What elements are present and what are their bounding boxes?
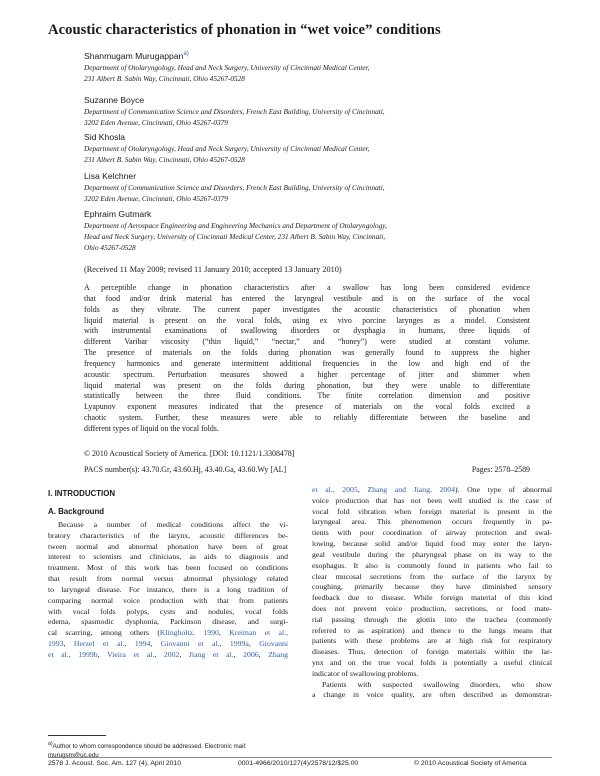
body-text-line: indicator of swallowing problems. — [312, 668, 419, 678]
affiliation-line: Department of Communication Science and Disorders, French East Building, University of Cincinnati, — [84, 183, 385, 192]
footer-copyright: © 2010 Acoustical Society of America — [414, 760, 527, 767]
citation-link[interactable]: Giovanni et al. — [160, 638, 220, 648]
body-text-line: clear mucosal secretions from the surface of the larynx by — [312, 571, 552, 581]
author-name: Shanmugam Murugappan — [84, 51, 184, 61]
affiliation-line: Department of Aerospace Engineering and Engineering Mechanics and Department of Otolaryngology, — [84, 221, 387, 230]
citation-link[interactable]: Kreiman et al., — [229, 628, 288, 638]
right-column — [312, 485, 552, 701]
affiliation-5 — [84, 221, 484, 253]
citation-link[interactable]: Zhang — [268, 649, 288, 659]
affiliation-1 — [84, 63, 484, 85]
body-text-line: 1993, Herzel et al., 1994, Giovanni et al., 1999a, Giovanni — [48, 638, 288, 648]
body-text-line: that result from normal versus abnormal physiology related — [48, 574, 288, 584]
affiliation-line: Head and Neck Surgery, University of Cincinnati Medical Center, 231 Albert B. Sabin Way, Cincinnati, — [84, 231, 386, 241]
body-text-line: et al., 1999b, Vieira et al., 2002, Jiang et al., 2006, Zhang — [48, 649, 288, 659]
body-text-line: Patients with suspected swallowing disorders, who show — [322, 679, 552, 689]
footnote-text: Author to whom correspondence should be addressed. Electronic mail: — [52, 743, 247, 751]
body-text-line: coughing, primarily because they have diminished sensory — [312, 582, 552, 592]
body-text-line: feedback due to disease. While foreign material of this kind — [312, 593, 552, 603]
abstract-line: acoustic spectrum. Perturbation measures showed a higher percentage of jitter and shimmer when — [84, 369, 530, 379]
copyright-doi: © 2010 Acoustical Society of America. [DOI: 10.1121/1.3308478] — [84, 449, 295, 458]
abstract — [84, 283, 530, 435]
body-text-line: comparing normal voice production with that from patients — [48, 595, 288, 605]
affiliation-line: 231 Albert B. Sabin Way, Cincinnati, Ohio 45267-0528 — [84, 154, 245, 164]
citation-link[interactable]: et al., 2005 — [312, 485, 358, 494]
author-2: Suzanne Boyce — [84, 95, 145, 105]
affiliation-4 — [84, 183, 484, 205]
pacs-numbers: PACS number(s): 43.70.Gr, 43.60.Hj, 43.40.Ga, 43.60.Wy [AL] — [84, 465, 287, 474]
abstract-line: chaotic system. Further, these measures were able to reliably differentiate between the baseline and — [84, 413, 530, 423]
abstract-line: Lyapunov exponent measures indicated that the presence of materials on the vocal folds excited a — [84, 402, 530, 412]
citation-link[interactable]: Klingholtz, 1990 — [159, 628, 219, 638]
citation-link[interactable]: Jiang et al. — [188, 649, 234, 659]
body-text-line: cal scarring, among others (Klingholtz, 1990, Kreiman et al., — [48, 628, 288, 638]
body-text-line: interest to scientists and clinicians, as aids to diagnosis and — [48, 552, 288, 562]
body-text-line: patients with these problems are at high risk for respiratory — [312, 636, 552, 646]
body-text-line: rial passing through the glottis into the trachea (commonly — [312, 614, 552, 624]
affiliation-line: 231 Albert B. Sabin Way, Cincinnati, Ohio 45267-0528 — [84, 73, 245, 83]
affiliation-line: Department of Otolaryngology, Head and Neck Surgery, University of Cincinnati Medical Center, — [84, 63, 370, 72]
body-text-line: tients with poor coordination of airway protection and swal- — [312, 528, 552, 538]
footer-rule — [48, 757, 552, 758]
body-text-line: to laryngeal disease. For instance, there is a long tradition of — [48, 584, 288, 594]
abstract-line: liquid material was present on the folds during phonation, but they were unable to differentiate — [84, 380, 530, 390]
body-text-line: with vocal folds polyps, cysts and nodules, vocal folds — [48, 606, 288, 616]
body-text-line: esophagus. It also is commonly found in patients who fail to — [312, 560, 552, 570]
footnote-label: a) — [48, 741, 53, 747]
author-1 — [84, 51, 189, 61]
body-text-line: et al., 2005, Zhang and Jiang, 2004). One type of abnormal — [312, 485, 552, 494]
abstract-line: The presence of materials on the folds during phonation was generally found to suppress the higher — [84, 348, 530, 358]
citation-link[interactable]: Giovanni — [160, 638, 190, 648]
body-text-line: geal vestibule during the pharyngeal phase on its way to the — [312, 549, 552, 559]
citation-link[interactable]: 1999a — [229, 638, 249, 648]
abstract-line: folds as they vibrate. The current paper investigates the acoustic characteristics of phonation when — [84, 304, 530, 314]
footer-issn: 0001-4966/2010/127(4)/2578/12/$25.00 — [238, 760, 359, 767]
abstract-line: statistically between the three fluid conditions. The finite correlation dimension and positive — [84, 391, 530, 401]
author-footnote-marker[interactable]: a) — [183, 51, 189, 57]
affiliation-line: Department of Communication Science and Disorders, French East Building, University of Cincinnati, — [84, 107, 385, 116]
affiliation-line: Ohio 45267-0528 — [84, 242, 136, 252]
body-text-line: tween normal and abnormal phonation have been of great — [48, 541, 288, 551]
pacs-line — [84, 465, 530, 474]
citation-link[interactable]: 1994 — [134, 638, 151, 648]
body-text-line: does not prevent voice production, secretions, or food mate- — [312, 603, 552, 613]
affiliation-line: 3202 Eden Avenue, Cincinnati, Ohio 45267-0379 — [84, 117, 228, 127]
citation-link[interactable]: Giovanni — [259, 638, 288, 648]
body-text-line: vocal fold vibration when foreign material is present in the — [312, 506, 552, 516]
affiliation-2 — [84, 107, 484, 129]
affiliation-line: 3202 Eden Avenue, Cincinnati, Ohio 45267-0379 — [84, 193, 228, 203]
author-5: Ephraim Gutmark — [84, 209, 152, 219]
body-text-line: ynx and on the true vocal folds is potentially a useful clinical — [312, 658, 552, 667]
abstract-line: A perceptible change in phonation characteristics after a swallow has long been considered evidence — [84, 283, 530, 292]
abstract-line: that food and/or drink material has entered the laryngeal vestibule and is on the surface of the vocal — [84, 293, 530, 303]
body-text-line: treatment. Most of this work has been focused on conditions — [48, 563, 288, 573]
citation-link[interactable]: et al., 1999b — [48, 649, 98, 659]
body-text-line: lowing, because solid and/or liquid food may enter the laryn- — [312, 539, 552, 549]
citation-link[interactable]: 2002 — [163, 649, 180, 659]
citation-link[interactable]: Vieira et al. — [107, 649, 155, 659]
author-3: Sid Khosla — [84, 132, 126, 142]
affiliation-line: Department of Otolaryngology, Head and Neck Surgery, University of Cincinnati Medical Center, — [84, 144, 370, 153]
abstract-line: different Varibar viscosity (“thin liquid,” “nectar,” and “honey”) were studied at constant volume. — [84, 337, 530, 347]
subsection-heading: A. Background — [48, 507, 105, 516]
page-range: Pages: 2578–2589 — [471, 465, 530, 474]
body-text-line: diseases. Thus, detection of foreign materials within the lar- — [312, 647, 552, 657]
citation-link[interactable]: Zhang and Jiang, 2004 — [367, 485, 456, 494]
body-text-line: voice production that has not been well studied is the case of — [312, 495, 552, 505]
body-text-line: edema, spasmodic dysphonia, Parkinson disease, and surgi- — [48, 617, 288, 627]
left-column — [48, 520, 288, 661]
affiliation-3 — [84, 144, 484, 166]
body-text-line: referred to as aspiration) and thence to the lungs means that — [312, 625, 552, 635]
footer-journal: 2578 J. Acoust. Soc. Am. 127 (4), April 2010 — [48, 760, 181, 767]
body-text-line: laryngeal area. This phenomenon occurs frequently in pa- — [312, 517, 552, 527]
abstract-line: frequency harmonics and generate intermittent additional frequencies in the low and high end of the — [84, 358, 530, 368]
paper-title: Acoustic characteristics of phonation in “wet voice” conditions — [48, 22, 441, 38]
abstract-line: liquid material is present on the vocal folds, using ex vivo porcine larynges as a model. Consistent — [84, 315, 530, 325]
received-dates: (Received 11 May 2009; revised 11 January 2010; accepted 13 January 2010) — [84, 265, 342, 274]
section-heading: I. INTRODUCTION — [48, 489, 116, 498]
body-text-line: Because a number of medical conditions affect the vi- — [58, 520, 288, 529]
body-text-line: bratory characteristics of the larynx, acoustic differences be- — [48, 530, 288, 540]
body-text-line: a change in voice quality, are often described as demonstrat- — [312, 690, 552, 700]
citation-link[interactable]: 2006 — [243, 649, 259, 659]
citation-link[interactable]: 1993 — [48, 638, 64, 648]
abstract-line: with instrumental examinations of swallowing disorders or dysphagia in humans, three liquids of — [84, 326, 530, 336]
footnote-email[interactable]: murugsm@uc.edu — [48, 751, 99, 759]
citation-link[interactable]: Herzel et al. — [73, 638, 125, 648]
abstract-line: different types of liquid on the vocal folds. — [84, 423, 219, 433]
author-4: Lisa Kelchner — [84, 171, 137, 181]
footnote-rule — [48, 735, 106, 736]
